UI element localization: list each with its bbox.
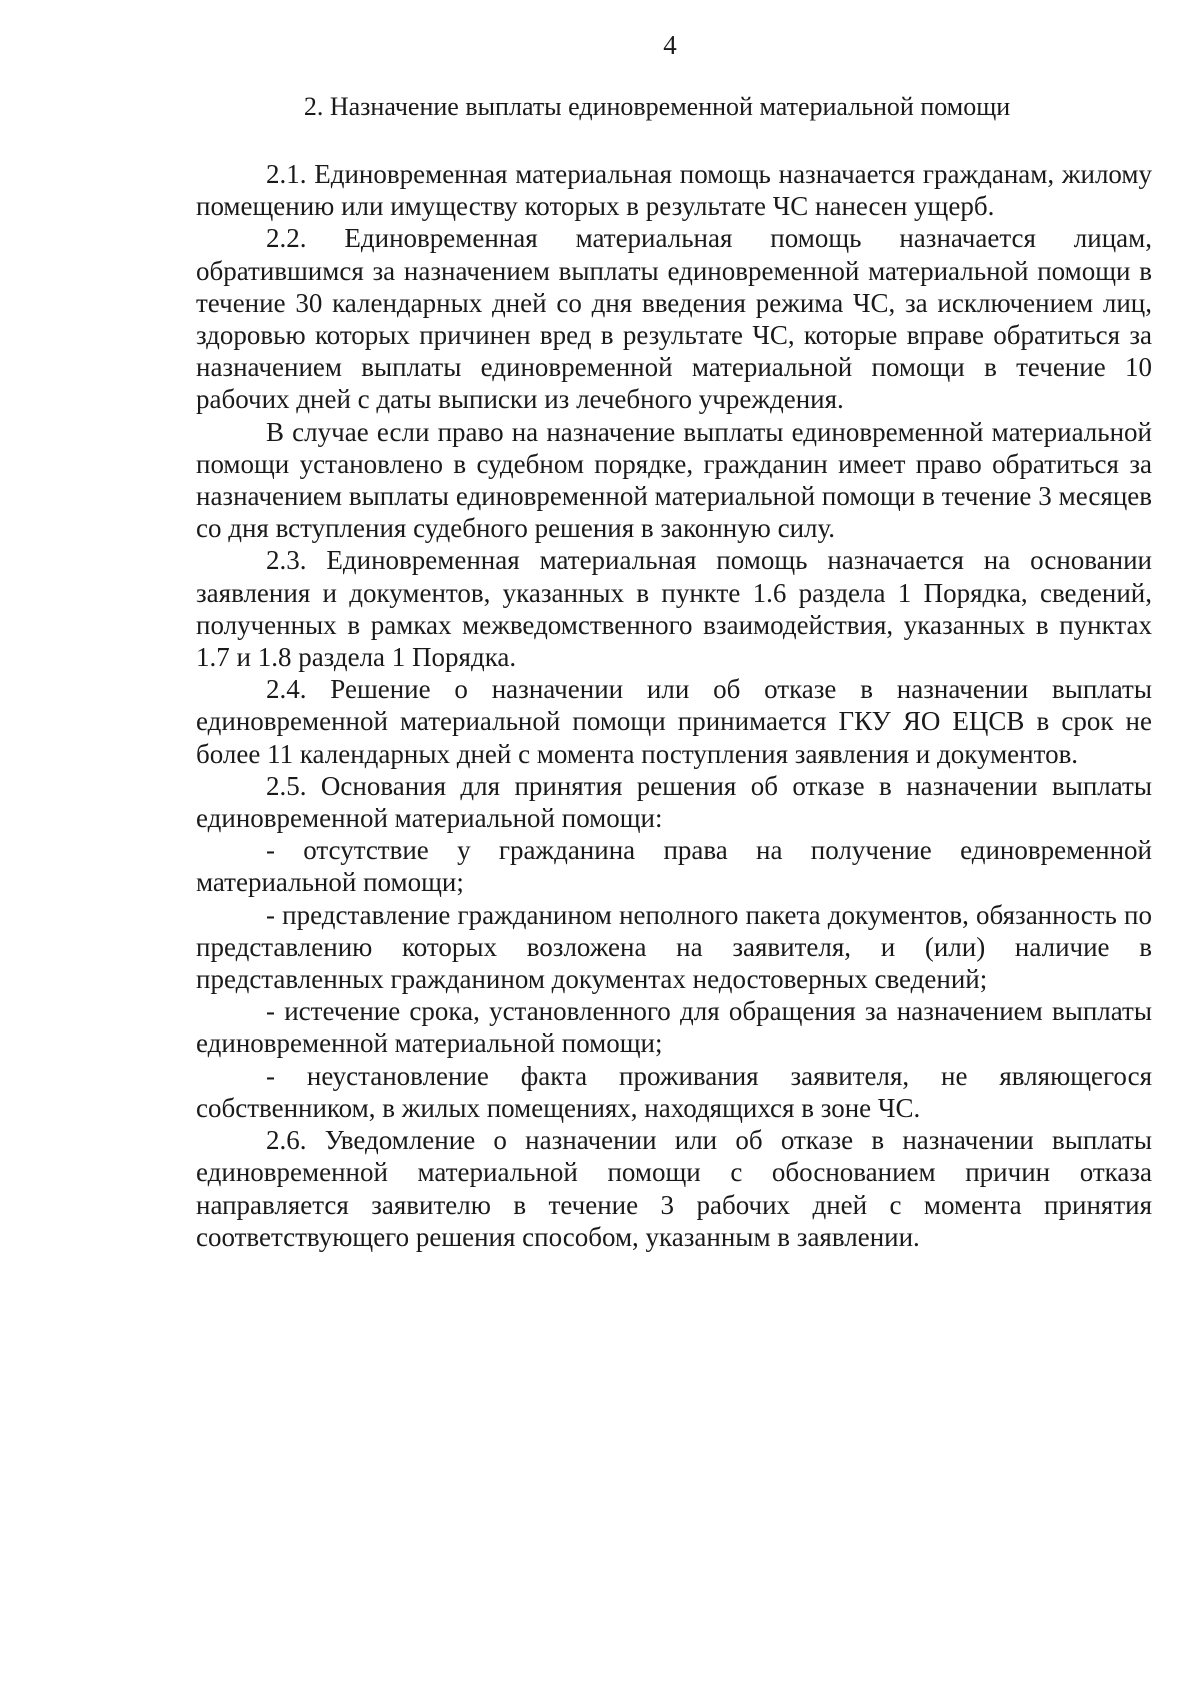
section-title: 2. Назначение выплаты единовременной материальной помощи xyxy=(303,92,1011,121)
document-body xyxy=(196,158,1152,1253)
paragraph-2-5: 2.5. Основания для принятия решения об отказе в назначении выплаты единовременной материальной помощи: xyxy=(196,770,1152,834)
list-item-refusal-reason: - истечение срока, установленного для обращения за назначением выплаты единовременной материальной помощи; xyxy=(196,996,1152,1059)
paragraph-2-4: 2.4. Решение о назначении или об отказе в назначении выплаты единовременной материальной помощи принимается ГКУ ЯО ЕЦСВ в срок не более 11 календарных дней с момента поступления заявления и документов. xyxy=(196,674,1152,769)
paragraph-2-3: 2.3. Единовременная материальная помощь назначается на основании заявления и документов, указанных в пункте 1.6 раздела 1 Порядка, сведений, полученных в рамках межведомственного взаимодействия, указанных в пунктах 1.7 и 1.8 раздела 1 Порядка. xyxy=(196,545,1152,673)
paragraph-2-2: 2.2. Единовременная материальная помощь назначается лицам, обратившимся за назначением выплаты единовременной материальной помощи в течение 30 календарных дней со дня введения режима ЧС, за исключением лиц, здоровью которых причинен вред в результате ЧС, которые вправе обратиться за назначением выплаты единовременной материальной помощи в течение 10 рабочих дней с даты выписки из лечебного учреждения. xyxy=(196,223,1152,415)
list-item-refusal-reason: - представление гражданином неполного пакета документов, обязанность по представлению которых возложена на заявителя, и (или) наличие в представленных гражданином документах недостоверных сведений; xyxy=(196,899,1152,995)
list-item-refusal-reason: - неустановление факта проживания заявителя, не являющегося собственником, в жилых помещениях, находящихся в зоне ЧС. xyxy=(196,1060,1152,1123)
list-item-refusal-reason: - отсутствие у гражданина права на получение единовременной материальной помощи; xyxy=(196,835,1152,898)
paragraph-2-6: 2.6. Уведомление о назначении или об отказе в назначении выплаты единовременной материальной помощи с обоснованием причин отказа направляется заявителю в течение 3 рабочих дней с момента принятия соответствующего решения способом, указанным в заявлении. xyxy=(196,1125,1152,1252)
page-number: 4 xyxy=(663,30,677,60)
paragraph-court-case: В случае если право на назначение выплаты единовременной материальной помощи установлено в судебном порядке, гражданин имеет право обратиться за назначением выплаты единовременной материальной помощи в течение 3 месяцев со дня вступления судебного решения в законную силу. xyxy=(196,416,1152,544)
paragraph-2-1: 2.1. Единовременная материальная помощь назначается гражданам, жилому помещению или имуществу которых в результате ЧС нанесен ущерб. xyxy=(196,159,1152,222)
